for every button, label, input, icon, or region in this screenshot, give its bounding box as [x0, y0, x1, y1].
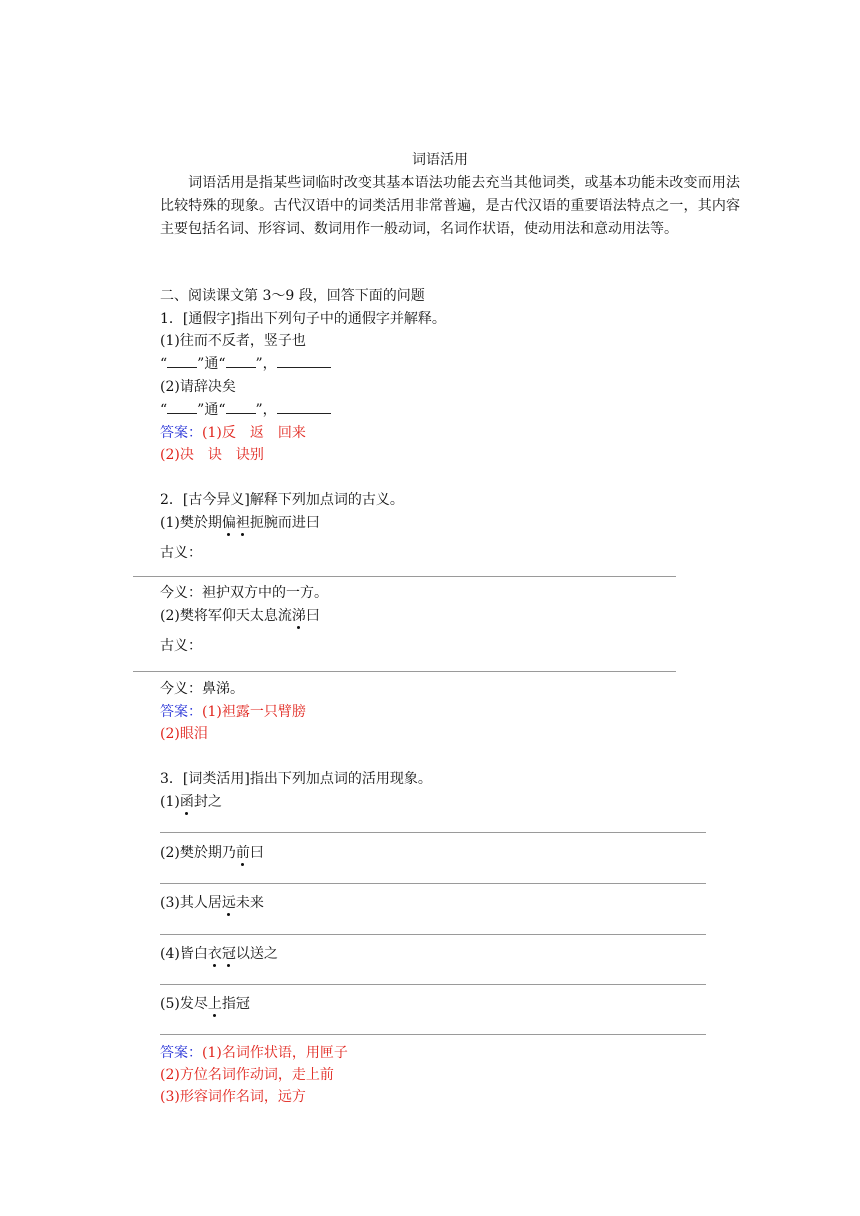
q2-item-2 — [160, 606, 320, 626]
sentence-text: (2)樊将军仰天太息流 — [160, 608, 292, 624]
dotted-char: 冠 — [221, 946, 236, 962]
answer-blank — [167, 355, 197, 368]
q2-gu-label-1: 古义： — [160, 545, 202, 561]
quote-close: ”， — [255, 402, 277, 418]
sentence-text: (1)樊於期 — [160, 515, 222, 531]
answer-rule — [160, 934, 706, 935]
sentence-text: (5)发尽 — [160, 996, 208, 1012]
tong-text: ”通“ — [197, 402, 226, 418]
answer-text: (1)袒露一只臂膀 — [202, 704, 306, 720]
q1-heading: 1．[通假字]指出下列句子中的通假字并解释。 — [160, 311, 446, 327]
sentence-text: 指冠 — [221, 996, 250, 1012]
sentence-text: (4)皆白 — [160, 946, 208, 962]
q3-item-2 — [160, 843, 264, 863]
dotted-char: 函 — [179, 794, 194, 810]
answer-label: 答案： — [160, 425, 202, 441]
answer-rule — [160, 883, 706, 884]
q2-answer-1 — [160, 702, 306, 722]
q1-item-1: (1)往而不反者，竖子也 — [160, 333, 306, 349]
q2-item-1 — [160, 513, 320, 533]
sentence-text: (2)樊於期乃 — [160, 845, 236, 861]
sentence-text: 以送之 — [235, 946, 278, 962]
q3-answer-3: (3)形容词作名词，远方 — [160, 1089, 306, 1105]
sentence-text: (3)其人居 — [160, 895, 222, 911]
q3-answer-2: (2)方位名词作动词，走上前 — [160, 1067, 334, 1083]
answer-rule — [133, 671, 676, 672]
answer-blank — [226, 401, 256, 414]
intro-paragraph — [160, 172, 740, 241]
q3-item-4 — [160, 944, 278, 964]
q2-gu-label-2: 古义： — [160, 638, 202, 654]
section-heading: 二、阅读课文第 3～9 段，回答下面的问题 — [160, 288, 425, 304]
q1-blank-line-2 — [160, 400, 331, 420]
answer-rule — [160, 1034, 706, 1035]
answer-rule — [160, 832, 706, 833]
sentence-text: 未来 — [235, 895, 264, 911]
q2-answer-2: (2)眼泪 — [160, 726, 208, 742]
answer-blank — [167, 401, 197, 414]
q3-heading: 3．[词类活用]指出下列加点词的活用现象。 — [160, 771, 432, 787]
dotted-char: 上 — [207, 996, 222, 1012]
answer-rule — [133, 576, 676, 577]
answer-label: 答案： — [160, 704, 202, 720]
doc-title: 词语活用 — [412, 152, 468, 168]
answer-rule — [160, 984, 706, 985]
sentence-text: 曰 — [249, 845, 264, 861]
q1-answer-2: (2)决 诀 诀别 — [160, 447, 264, 463]
answer-blank — [277, 355, 331, 368]
quote-open: “ — [160, 356, 168, 372]
q3-answer-1 — [160, 1043, 348, 1063]
dotted-char: 衣 — [207, 946, 222, 962]
dotted-char: 偏 — [221, 515, 236, 531]
q2-jin-2: 今义：鼻涕。 — [160, 681, 244, 697]
q1-answer-1 — [160, 423, 306, 443]
quote-open: “ — [160, 402, 168, 418]
answer-text: (1)名词作状语，用匣子 — [202, 1045, 348, 1061]
answer-blank — [226, 355, 256, 368]
q1-item-2: (2)请辞决矣 — [160, 379, 236, 395]
q1-blank-line-1 — [160, 354, 331, 374]
answer-text: (1)反 返 回来 — [202, 425, 306, 441]
dotted-char: 前 — [235, 845, 250, 861]
sentence-text: 扼腕而进曰 — [249, 515, 320, 531]
sentence-text: 封之 — [193, 794, 222, 810]
intro-text: 词语活用是指某些词临时改变其基本语法功能去充当其他词类，或基本功能未改变而用法比较特殊的现象。古代汉语中的词类活用非常普遍，是古代汉语的重要语法特点之一，其内容主要包括名词、形容词、数词用作一般动词，名词作状语，使动用法和意动用法等。 — [160, 175, 740, 237]
sentence-text: (1) — [160, 794, 180, 810]
answer-blank — [277, 401, 331, 414]
q3-item-3 — [160, 893, 264, 913]
quote-close: ”， — [255, 356, 277, 372]
q2-heading: 2．[古今异义]解释下列加点词的古义。 — [160, 492, 404, 508]
answer-label: 答案： — [160, 1045, 202, 1061]
dotted-char: 袒 — [235, 515, 250, 531]
tong-text: ”通“ — [197, 356, 226, 372]
q2-jin-1: 今义：袒护双方中的一方。 — [160, 585, 328, 601]
dotted-char: 涕 — [291, 608, 306, 624]
q3-item-5 — [160, 994, 250, 1014]
sentence-text: 曰 — [305, 608, 320, 624]
dotted-char: 远 — [221, 895, 236, 911]
q3-item-1 — [160, 792, 222, 812]
